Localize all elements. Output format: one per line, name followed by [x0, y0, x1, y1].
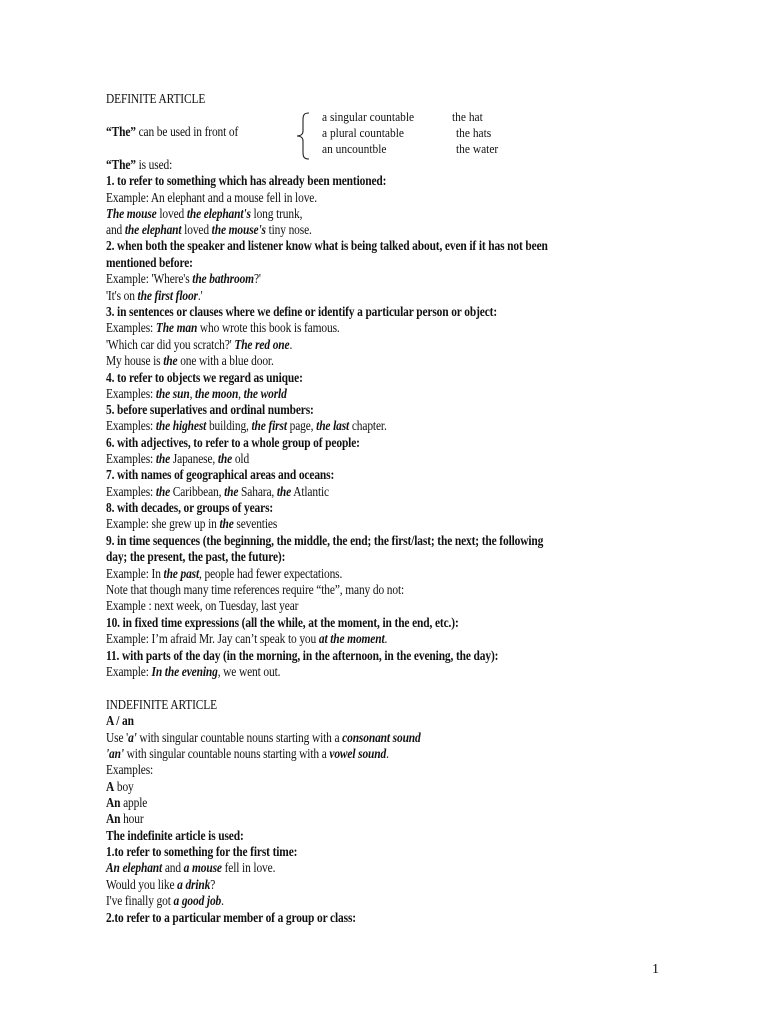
- indefinite-rule-a: Use 'a' with singular countable nouns starting with a consonant sound: [106, 730, 421, 745]
- rule-5-example: Examples: the highest building, the first page, the last chapter.: [106, 418, 387, 433]
- rule-10-heading: 10. in fixed time expressions (all the while, at the moment, in the end, etc.):: [106, 615, 459, 630]
- rule-10-example: Example: I’m afraid Mr. Jay can’t speak to you at the moment.: [106, 631, 388, 646]
- rule-1-heading: 1. to refer to something which has already been mentioned:: [106, 173, 387, 188]
- curly-brace-icon: [296, 112, 310, 160]
- rule-7-example: Examples: the Caribbean, the Sahara, the Atlantic: [106, 484, 330, 499]
- rule-8-heading: 8. with decades, or groups of years:: [106, 500, 274, 515]
- indefinite-rule-2-heading: 2.to refer to a particular member of a group or class:: [106, 910, 356, 925]
- indefinite-example-3: An hour: [106, 811, 144, 826]
- rule-1-example: Example: An elephant and a mouse fell in love.: [106, 190, 317, 205]
- rule-1-example-line-3: and the elephant loved the mouse's tiny nose.: [106, 222, 312, 237]
- rule-5-heading: 5. before superlatives and ordinal numbers:: [106, 402, 314, 417]
- options-kind-3: an uncountble: [322, 141, 387, 156]
- rule-2-example: Example: 'Where's the bathroom?': [106, 271, 261, 286]
- indefinite-rule-1-example-3: I've finally got a good job.: [106, 893, 224, 908]
- rule-9-heading: 9. in time sequences (the beginning, the middle, the end; the first/last; the next; the following: [106, 533, 544, 548]
- indefinite-examples-label: Examples:: [106, 762, 154, 777]
- rule-9-example: Example: In the past, people had fewer expectations.: [106, 566, 343, 581]
- rule-4-example: Examples: the sun, the moon, the world: [106, 386, 287, 401]
- page-number: 1: [652, 962, 659, 977]
- rule-3-heading: 3. in sentences or clauses where we define or identify a particular person or object:: [106, 304, 498, 319]
- rule-3-example-line-3: My house is the one with a blue door.: [106, 353, 274, 368]
- rule-3-example-line-2: 'Which car did you scratch?' The red one.: [106, 337, 293, 352]
- rule-4-heading: 4. to refer to objects we regard as unique:: [106, 370, 303, 385]
- options-kind-2: a plural countable: [322, 125, 404, 140]
- indefinite-rule-1-heading: 1.to refer to something for the first time:: [106, 844, 298, 859]
- used-intro: “The” is used:: [106, 157, 173, 172]
- rule-6-example: Examples: the Japanese, the old: [106, 451, 250, 466]
- indefinite-rule-1-example: An elephant and a mouse fell in love.: [106, 860, 276, 875]
- indefinite-rule-1-example-2: Would you like a drink?: [106, 877, 216, 892]
- rule-3-example: Examples: The man who wrote this book is famous.: [106, 320, 340, 335]
- options-example-1: the hat: [452, 109, 483, 124]
- rule-11-example: Example: In the evening, we went out.: [106, 664, 281, 679]
- rule-1-example-line-2: The mouse loved the elephant's long trunk,: [106, 206, 303, 221]
- rule-6-heading: 6. with adjectives, to refer to a whole group of people:: [106, 435, 360, 450]
- rule-2-heading-cont: mentioned before:: [106, 255, 193, 270]
- rule-11-heading: 11. with parts of the day (in the morning, in the afternoon, in the evening, the day):: [106, 648, 499, 663]
- definite-heading: DEFINITE ARTICLE: [106, 91, 206, 106]
- rule-2-example-line-2: 'It's on the first floor.': [106, 288, 203, 303]
- rule-9-heading-cont: day; the present, the past, the future):: [106, 549, 286, 564]
- rule-9-note-example: Example : next week, on Tuesday, last year: [106, 598, 299, 613]
- options-kind-1: a singular countable: [322, 109, 415, 124]
- rule-9-note: Note that though many time references require “the”, many do not:: [106, 582, 405, 597]
- options-example-2: the hats: [456, 125, 492, 140]
- definite-intro: “The” can be used in front of: [106, 124, 239, 139]
- indefinite-example-1: A boy: [106, 779, 134, 794]
- indefinite-example-2: An apple: [106, 795, 148, 810]
- rule-8-example: Example: she grew up in the seventies: [106, 516, 278, 531]
- options-example-3: the water: [456, 141, 499, 156]
- indefinite-subheading: A / an: [106, 713, 134, 728]
- indefinite-heading: INDEFINITE ARTICLE: [106, 697, 218, 712]
- indefinite-used-heading: The indefinite article is used:: [106, 828, 244, 843]
- rule-7-heading: 7. with names of geographical areas and oceans:: [106, 467, 335, 482]
- rule-2-heading: 2. when both the speaker and listener know what is being talked about, even if it has not been: [106, 238, 548, 253]
- indefinite-rule-an: 'an' with singular countable nouns starting with a vowel sound.: [106, 746, 389, 761]
